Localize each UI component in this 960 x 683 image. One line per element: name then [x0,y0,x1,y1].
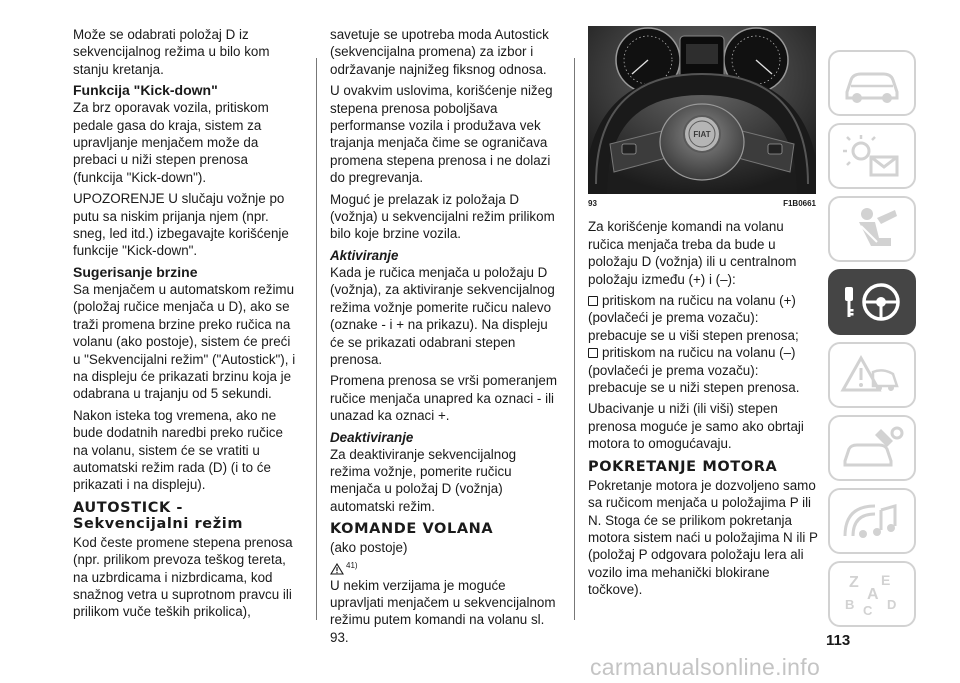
paragraph: Za brz oporavak vozila, pritiskom pedale gasa do kraja, sistem za upravljanje menjačem može da prebaci u niži stepen prenosa (funkcija "Kick-down"). [73,100,269,185]
car-dashboard-icon [837,58,907,108]
alphabetical-index-icon [837,569,907,619]
paragraph: (ako postoje) [330,540,408,556]
heading-aktiviranje: Aktiviranje [330,247,399,263]
tab-warning-triangle[interactable] [828,342,916,408]
svg-text:E: E [881,572,891,588]
warning-lights-icon [837,131,907,181]
steering-wheel-illustration [588,26,816,194]
tab-multimedia[interactable] [828,488,916,554]
multimedia-icon [837,496,907,546]
checkbox-bullet-icon [588,348,598,358]
figure-caption [588,195,816,212]
paragraph: Kada je ručica menjača u položaju D (vožnja), za aktiviranje sekvencijalnog režima vožnje pomerite ručicu nalevo (oznake - i + na prikazu). Na displeju će se prikazati odabrani stepen prenosa. [330,264,555,367]
warning-reference[interactable] [330,559,558,575]
svg-text:B: B [845,597,855,612]
tab-alphabetical-index[interactable] [828,561,916,627]
paragraph: Moguć je prelazak iz položaja D (vožnja) u sekvencijalni režim prilikom bilo koje brzine vozila. [330,191,555,242]
column-divider [316,58,317,620]
paragraph-warning: UPOZORENJE U slučaju vožnje po putu sa niskim prijanja njem (npr. sneg, led itd.) izbegavajte korišćenje funkcije "Kick-down". [73,191,289,259]
list-item: pritiskom na ručicu na volanu (–) (povlačeći je prema vozaču): prebacuje se u niži stepen prenosa. [588,345,800,396]
tab-car-dashboard[interactable] [828,50,916,116]
heading-autostick: AUTOSTICK - Sekvencijalni režim [73,499,244,532]
page-number: 113 [826,632,851,649]
list-item: pritiskom na ručicu na volanu (+) (povlačeći je prema vozaču): prebacuje se u viši stepen prenosa; [588,293,799,343]
svg-text:Z: Z [849,574,859,591]
tab-seat-safety[interactable] [828,196,916,262]
paragraph: savetuje se upotreba moda Autostick (sekvencijalna promena) za izbor i održavanje najnižeg fiksnog odnosa. [330,27,549,77]
paragraph: Pokretanje motora je dozvoljeno samo sa ručicom menjača u položajima P ili N. Stoga će se prilikom pokretanja motora sistem naći u položajima N ili P (položaj P odgovara položaju lera ali vozilo ima mehanički blokirane točkove). [588,477,818,598]
column-3 [588,26,818,603]
figure-number: 93 [588,199,597,208]
heading-sugerisanje: Sugerisanje brzine [73,263,198,280]
paragraph: Ubacivanje u niži (ili viši) stepen prenosa moguće je samo ako obrtaji motora to omogućavaju. [588,401,804,452]
heading-kickdown: Funkcija "Kick-down" [73,82,218,99]
heading-pokretanje-motora: POKRETANJE MOTORA [588,458,778,475]
paragraph: Za deaktiviranje sekvencijalnog režima vožnje, pomerite ručicu menjača u položaj D (vožnja) automatski režim. [330,446,517,514]
svg-text:A: A [867,586,879,603]
car-service-icon [837,423,907,473]
steering-wheel-figure [588,26,816,194]
warning-number: 41) [346,561,358,571]
bullet-list [588,292,818,396]
warning-triangle-icon [330,563,344,575]
brand-logo-text: FIAT [693,130,711,139]
warning-triangle-icon [837,350,907,400]
paragraph: Promena prenosa se vrši pomeranjem ručice menjača unapred ka oznaci - ili unazad ka oznaci +. [330,373,558,424]
paragraph: Kod česte promene stepena prenosa (npr. prilikom prevoza teškog tereta, na uzbrdicama i nizbrdicama, kod snažnog vetra u suprotnom pravcu ili prilikom vuče teških prikolica), [73,534,293,620]
paragraph: U ovakvim uslovima, korišćenje nižeg stepena prenosa poboljšava performanse vozila i produžava vek trajanja menjača čime se ograničava promena stepena prenosa i ne dolazi do pregrevanja. [330,83,553,186]
figure-code: F1B0661 [783,199,816,208]
watermark: carmanualsonline.info [590,654,821,680]
paragraph: Može se odabrati položaj D iz sekvencijalnog režima u bilo kom stanju kretanja. [73,27,270,77]
paragraph: Sa menjačem u automatskom režimu (položaj ručice menjača u D), ako se traži promena brzine preko ručica na volanu (ako postoje), sistem će preći u "Sekvencijalni režim" ("Autostick"), i na displeju će prikazati brzinu koja je odabrana u trajanju od 5 sekundi. [73,281,296,402]
tab-car-service[interactable] [828,415,916,481]
tab-key-steering-wheel[interactable] [828,269,916,335]
column-1 [73,26,299,625]
tab-warning-lights[interactable] [828,123,916,189]
svg-text:D: D [887,597,897,612]
column-divider [574,58,575,620]
key-steering-wheel-icon [837,277,907,327]
column-2 [330,26,558,650]
paragraph: Nakon isteka tog vremena, ako ne bude dodatnih naredbi preko ručice na volanu, sistem će se vratiti u automatski režim rada (D) (i to će prikazati i na displeju). [73,407,283,493]
paragraph: U nekim verzijama je moguće upravljati menjačem u sekvencijalnom režimu putem komandi na volanu sl. 93. [330,577,556,645]
chapter-tabs [828,50,916,634]
seat-safety-icon [837,204,907,254]
checkbox-bullet-icon [588,296,598,306]
heading-deaktiviranje: Deaktiviranje [330,429,414,445]
svg-text:C: C [863,603,873,618]
paragraph: Za korišćenje komandi na volanu ručica menjača treba da bude u položaju D (vožnja) ili u centralnom položaju između (+) i (–): [588,219,797,287]
heading-komande-volana: KOMANDE VOLANA [330,521,494,538]
